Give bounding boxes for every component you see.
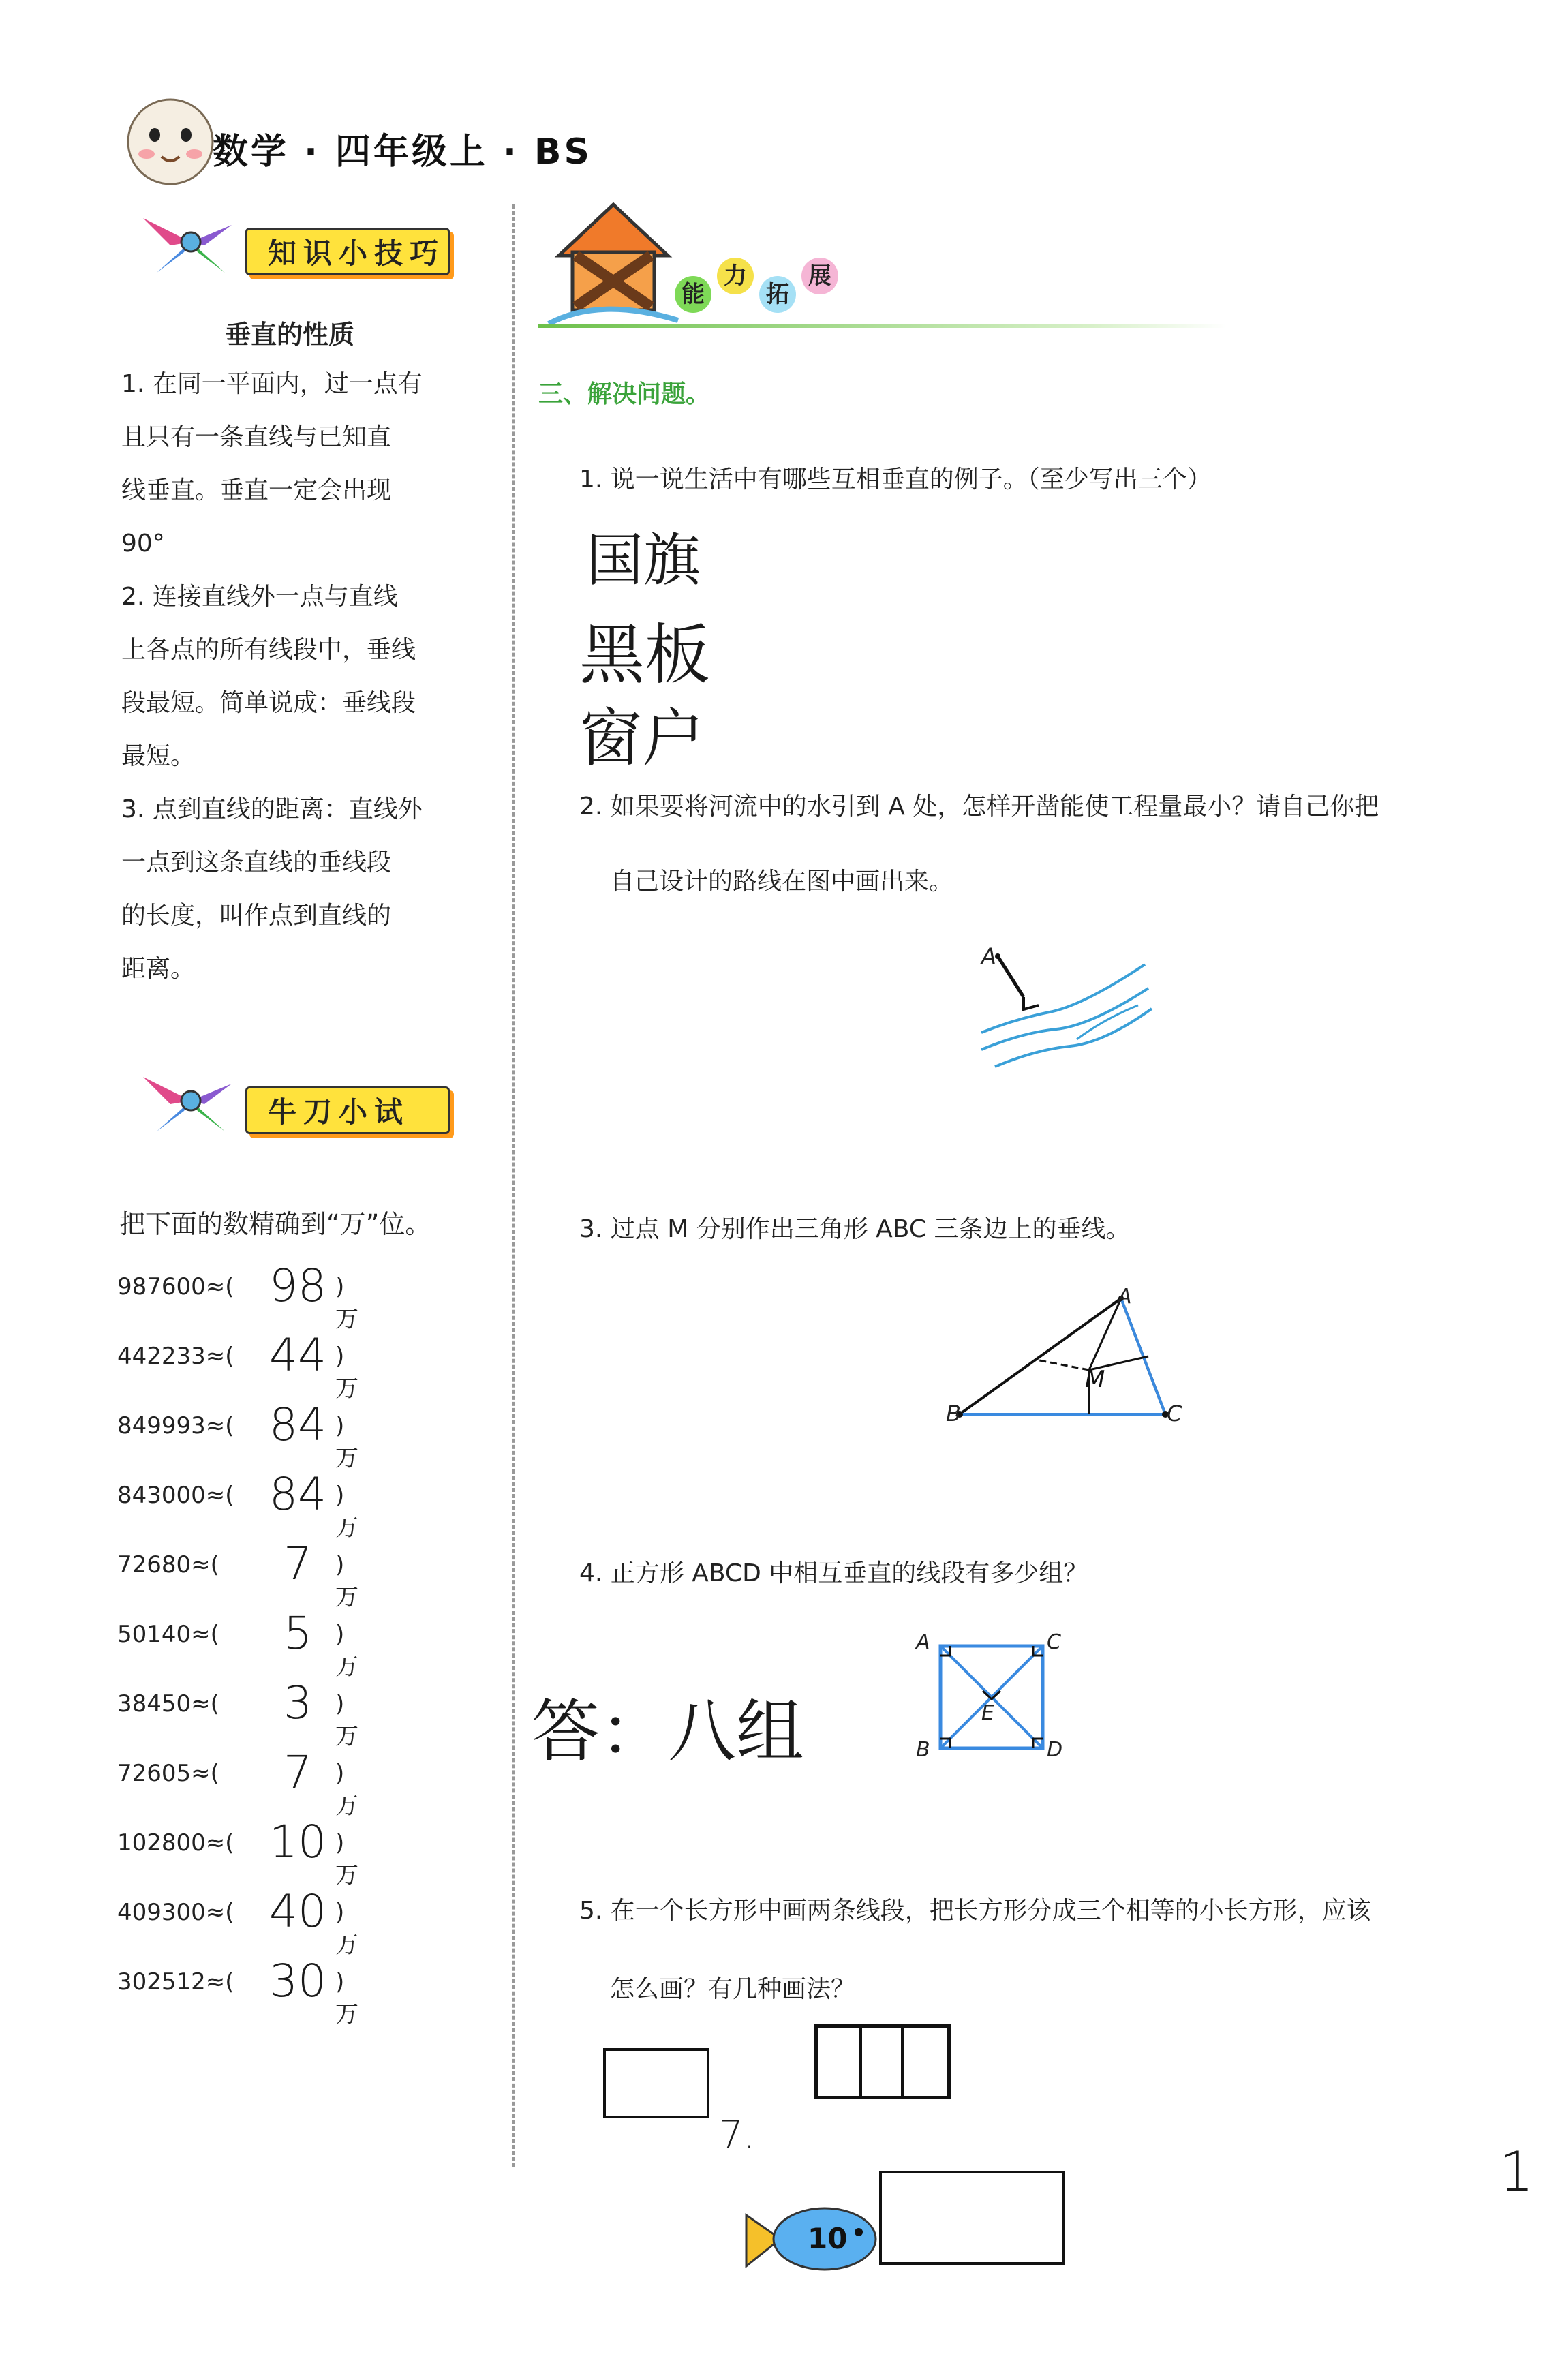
q5-side-mark: 1 — [1499, 2140, 1534, 2203]
round-unit: )万 — [335, 1551, 358, 1611]
q3-label-b: B — [946, 1401, 961, 1427]
divider-line — [859, 2028, 862, 2096]
question-3: 3. 过点 M 分别作出三角形 ABC 三条边上的垂线。 — [579, 1215, 1131, 1243]
windmill-icon — [129, 1063, 252, 1138]
round-number: 442233≈( — [117, 1343, 234, 1370]
banner-char: 展 — [801, 258, 838, 294]
tip-line: 2. 连接直线外一点与直线 — [121, 583, 398, 611]
round-answer: 84 — [269, 1468, 326, 1521]
page-number: 10 — [808, 2222, 848, 2255]
tip-line: 段最短。简单说成：垂线段 — [121, 689, 416, 717]
question-2-cont: 自己设计的路线在图中画出来。 — [610, 868, 954, 896]
q1-answer: 国旗 — [586, 527, 701, 594]
tip-line: 的长度，叫作点到直线的 — [121, 902, 392, 930]
tip-line: 一点到这条直线的垂线段 — [121, 849, 392, 876]
question-1: 1. 说一说生活中有哪些互相垂直的例子。（至少写出三个） — [579, 466, 1212, 493]
windmill-icon — [129, 204, 252, 279]
column-divider — [512, 204, 515, 2167]
trial-banner — [129, 1063, 470, 1131]
round-unit: )万 — [335, 1829, 358, 1889]
tip-line: 线垂直。垂直一定会出现 — [121, 476, 392, 504]
tip-line: 1. 在同一平面内，过一点有 — [121, 370, 423, 398]
q4-label-d: D — [1047, 1738, 1063, 1762]
round-unit: )万 — [335, 1968, 358, 2028]
tip-line: 且只有一条直线与已知直 — [121, 423, 392, 451]
round-number: 50140≈( — [117, 1621, 219, 1648]
round-number: 843000≈( — [117, 1482, 234, 1509]
question-2: 2. 如果要将河流中的水引到 A 处，怎样开凿能使工程量最小？请自己你把 — [579, 793, 1379, 821]
round-answer: 7 — [284, 1746, 312, 1799]
q5-mark: 7. — [719, 2113, 756, 2157]
trial-instruction: 把下面的数精确到“万”位。 — [119, 1209, 431, 1239]
river-diagram — [975, 937, 1159, 1080]
triangle-diagram — [954, 1281, 1199, 1438]
tip-title: 垂直的性质 — [225, 320, 355, 350]
round-unit: )万 — [335, 1690, 358, 1750]
square-diagram — [934, 1639, 1050, 1755]
round-answer: 40 — [269, 1885, 326, 1938]
question-4: 4. 正方形 ABCD 中相互垂直的线段有多少组？ — [579, 1559, 1088, 1587]
q2-label-a: A — [981, 943, 996, 969]
round-number: 987600≈( — [117, 1273, 234, 1300]
q3-label-c: C — [1167, 1401, 1182, 1427]
round-answer: 3 — [284, 1677, 312, 1729]
round-answer: 98 — [269, 1260, 326, 1312]
round-number: 72605≈( — [117, 1760, 219, 1787]
rectangle-drawing — [603, 2048, 709, 2118]
round-answer: 5 — [284, 1607, 312, 1660]
header-title: 数学 · 四年级上 · BS — [213, 132, 593, 172]
round-answer: 7 — [284, 1538, 312, 1590]
knowledge-banner-label: 知识小技巧 — [245, 228, 450, 275]
rectangle-drawing — [814, 2024, 951, 2099]
round-unit: )万 — [335, 1412, 358, 1472]
knowledge-banner — [129, 204, 470, 273]
point-m-label: M — [1085, 1366, 1105, 1393]
question-5: 5. 在一个长方形中画两条线段，把长方形分成三个相等的小长方形，应该 — [579, 1897, 1371, 1925]
tip-line: 最短。 — [121, 742, 196, 770]
banner-char: 拓 — [759, 276, 796, 313]
q4-label-a: A — [916, 1630, 930, 1654]
q1-answer: 黑板 — [579, 617, 710, 693]
round-unit: )万 — [335, 1343, 358, 1403]
round-number: 302512≈( — [117, 1968, 234, 1996]
round-number: 102800≈( — [117, 1829, 234, 1857]
mascot-icon — [119, 80, 221, 189]
round-unit: )万 — [335, 1621, 358, 1681]
section-title: 三、解决问题。 — [538, 380, 711, 408]
question-5-cont: 怎么画？有几种画法？ — [610, 1975, 856, 2003]
house-icon — [545, 194, 682, 331]
tip-line: 距离。 — [121, 955, 196, 983]
round-number: 72680≈( — [117, 1551, 219, 1578]
round-answer: 84 — [269, 1399, 326, 1451]
q4-answer: 答：八组 — [532, 1692, 804, 1771]
q4-label-b: B — [916, 1738, 930, 1762]
q3-label-a: A — [1118, 1285, 1132, 1309]
tip-line: 上各点的所有线段中，垂线 — [121, 636, 416, 664]
round-number: 849993≈( — [117, 1412, 234, 1439]
trial-banner-label: 牛刀小试 — [245, 1086, 450, 1134]
round-answer: 44 — [269, 1329, 326, 1382]
q1-answer: 窗户 — [579, 702, 705, 775]
round-number: 38450≈( — [117, 1690, 219, 1718]
banner-char: 能 — [675, 276, 711, 313]
tip-line: 3. 点到直线的距离：直线外 — [121, 795, 423, 823]
round-unit: )万 — [335, 1760, 358, 1820]
round-unit: )万 — [335, 1273, 358, 1333]
divider-line — [901, 2028, 904, 2096]
section-rule — [538, 324, 1227, 328]
round-unit: )万 — [335, 1899, 358, 1959]
q4-label-e: E — [981, 1701, 994, 1725]
q4-label-c: C — [1047, 1630, 1061, 1654]
round-unit: )万 — [335, 1482, 358, 1542]
tip-line: 90° — [121, 530, 165, 558]
banner-char: 力 — [717, 258, 754, 294]
rectangle-drawing — [879, 2171, 1065, 2265]
round-answer: 10 — [269, 1816, 326, 1868]
round-answer: 30 — [269, 1955, 326, 2007]
round-number: 409300≈( — [117, 1899, 234, 1926]
